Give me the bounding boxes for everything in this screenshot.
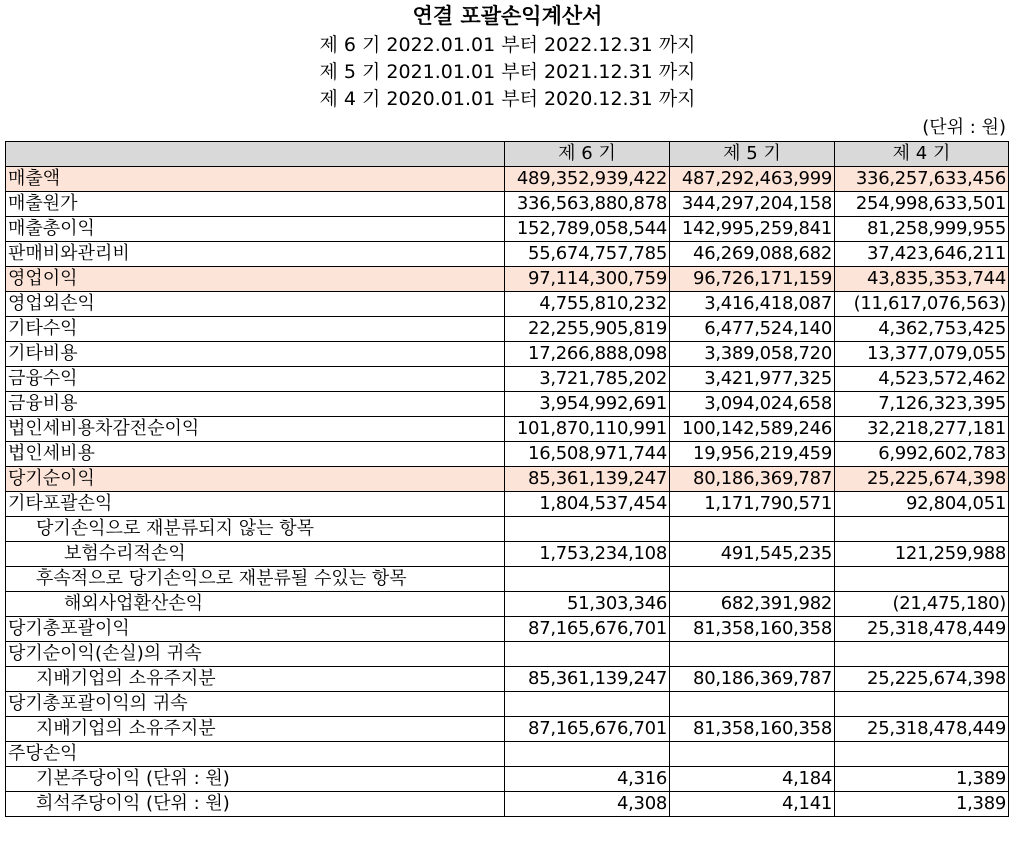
table-row (6, 592, 1009, 617)
value-cell: 97,114,300,759 (505, 267, 670, 292)
value-cell: 17,266,888,098 (505, 342, 670, 367)
value-cell: 32,218,277,181 (835, 417, 1009, 442)
row-label: 보험수리적손익 (6, 542, 505, 567)
column-header-5: 제 5 기 (670, 142, 835, 167)
period-line-5: 제 5 기 2021.01.01 부터 2021.12.31 까지 (319, 61, 696, 83)
table-row (6, 192, 1009, 217)
row-label: 지배기업의 소유주지분 (6, 667, 505, 692)
value-cell: 3,421,977,325 (670, 367, 835, 392)
row-label: 금융비용 (6, 392, 505, 417)
row-label: 법인세비용 (6, 442, 505, 467)
period-line-6: 제 6 기 2022.01.01 부터 2022.12.31 까지 (319, 34, 696, 56)
value-cell: 4,523,572,462 (835, 367, 1009, 392)
value-cell: 85,361,139,247 (505, 667, 670, 692)
row-label: 해외사업환산손익 (6, 592, 505, 617)
row-label: 금융수익 (6, 367, 505, 392)
value-cell: 4,316 (505, 767, 670, 792)
value-cell: 487,292,463,999 (670, 167, 835, 192)
row-label: 기본주당이익 (단위 : 원) (6, 767, 505, 792)
row-label: 주당손익 (6, 742, 505, 767)
value-cell: 25,318,478,449 (835, 617, 1009, 642)
row-label: 당기순이익 (6, 467, 505, 492)
value-cell: 80,186,369,787 (670, 667, 835, 692)
value-cell: 85,361,139,247 (505, 467, 670, 492)
row-label: 영업외손익 (6, 292, 505, 317)
value-cell (670, 517, 835, 542)
value-cell: 152,789,058,544 (505, 217, 670, 242)
row-label: 희석주당이익 (단위 : 원) (6, 792, 505, 817)
value-cell: 3,389,058,720 (670, 342, 835, 367)
table-row (6, 767, 1009, 792)
table-row (6, 317, 1009, 342)
statement-title: 연결 포괄손익계산서 (412, 4, 603, 28)
table-row (6, 342, 1009, 367)
table-row (6, 692, 1009, 717)
value-cell: 13,377,079,055 (835, 342, 1009, 367)
value-cell: 6,477,524,140 (670, 317, 835, 342)
value-cell: 1,804,537,454 (505, 492, 670, 517)
value-cell: 55,674,757,785 (505, 242, 670, 267)
value-cell: 4,362,753,425 (835, 317, 1009, 342)
table-row (6, 292, 1009, 317)
row-label: 당기손익으로 재분류되지 않는 항목 (6, 517, 505, 542)
table-row (6, 492, 1009, 517)
income-statement-table (5, 141, 1009, 817)
value-cell: 491,545,235 (670, 542, 835, 567)
value-cell: 25,225,674,398 (835, 667, 1009, 692)
value-cell: 336,563,880,878 (505, 192, 670, 217)
table-row (6, 217, 1009, 242)
table-row (6, 417, 1009, 442)
value-cell: 37,423,646,211 (835, 242, 1009, 267)
column-header-4: 제 4 기 (835, 142, 1009, 167)
table-row (6, 392, 1009, 417)
row-label: 당기총포괄이익 (6, 617, 505, 642)
value-cell: 7,126,323,395 (835, 392, 1009, 417)
row-label: 당기총포괄이익의 귀속 (6, 692, 505, 717)
value-cell: 43,835,353,744 (835, 267, 1009, 292)
table-row (6, 367, 1009, 392)
value-cell (835, 692, 1009, 717)
value-cell: 142,995,259,841 (670, 217, 835, 242)
table-row (6, 642, 1009, 667)
row-label: 당기순이익(손실)의 귀속 (6, 642, 505, 667)
table-row (6, 517, 1009, 542)
value-cell: 4,755,810,232 (505, 292, 670, 317)
header-row (6, 142, 1009, 167)
table-row (6, 442, 1009, 467)
table-row (6, 792, 1009, 817)
row-label: 지배기업의 소유주지분 (6, 717, 505, 742)
value-cell: 80,186,369,787 (670, 467, 835, 492)
value-cell: (21,475,180) (835, 592, 1009, 617)
value-cell (670, 742, 835, 767)
unit-label: (단위 : 원) (922, 117, 1006, 138)
value-cell: 4,141 (670, 792, 835, 817)
value-cell: 81,358,160,358 (670, 717, 835, 742)
value-cell: 4,308 (505, 792, 670, 817)
table-row (6, 167, 1009, 192)
value-cell: 100,142,589,246 (670, 417, 835, 442)
row-label: 기타포괄손익 (6, 492, 505, 517)
value-cell: 121,259,988 (835, 542, 1009, 567)
value-cell: 19,956,219,459 (670, 442, 835, 467)
table-row (6, 617, 1009, 642)
value-cell: 336,257,633,456 (835, 167, 1009, 192)
value-cell (505, 742, 670, 767)
value-cell: 1,171,790,571 (670, 492, 835, 517)
row-label: 후속적으로 당기손익으로 재분류될 수있는 항목 (6, 567, 505, 592)
value-cell (670, 567, 835, 592)
table-row (6, 242, 1009, 267)
row-label: 매출총이익 (6, 217, 505, 242)
value-cell (835, 742, 1009, 767)
value-cell (835, 517, 1009, 542)
table-row (6, 742, 1009, 767)
value-cell (505, 692, 670, 717)
value-cell: 1,389 (835, 792, 1009, 817)
row-label: 매출원가 (6, 192, 505, 217)
value-cell: 1,389 (835, 767, 1009, 792)
value-cell: 6,992,602,783 (835, 442, 1009, 467)
value-cell: 81,258,999,955 (835, 217, 1009, 242)
value-cell: (11,617,076,563) (835, 292, 1009, 317)
value-cell: 46,269,088,682 (670, 242, 835, 267)
value-cell: 3,721,785,202 (505, 367, 670, 392)
table-row (6, 542, 1009, 567)
row-label: 영업이익 (6, 267, 505, 292)
table-row (6, 717, 1009, 742)
value-cell: 16,508,971,744 (505, 442, 670, 467)
value-cell: 254,998,633,501 (835, 192, 1009, 217)
value-cell: 3,954,992,691 (505, 392, 670, 417)
row-label: 판매비와관리비 (6, 242, 505, 267)
value-cell (505, 642, 670, 667)
value-cell: 3,094,024,658 (670, 392, 835, 417)
value-cell (835, 567, 1009, 592)
table-row (6, 567, 1009, 592)
value-cell: 92,804,051 (835, 492, 1009, 517)
row-label: 기타수익 (6, 317, 505, 342)
header-corner (6, 142, 505, 167)
value-cell: 87,165,676,701 (505, 617, 670, 642)
table-row (6, 667, 1009, 692)
value-cell: 81,358,160,358 (670, 617, 835, 642)
value-cell: 51,303,346 (505, 592, 670, 617)
value-cell: 87,165,676,701 (505, 717, 670, 742)
value-cell: 22,255,905,819 (505, 317, 670, 342)
value-cell (670, 642, 835, 667)
row-label: 매출액 (6, 167, 505, 192)
value-cell: 3,416,418,087 (670, 292, 835, 317)
period-line-4: 제 4 기 2020.01.01 부터 2020.12.31 까지 (319, 88, 696, 110)
table-row (6, 467, 1009, 492)
value-cell: 1,753,234,108 (505, 542, 670, 567)
value-cell (505, 517, 670, 542)
value-cell: 489,352,939,422 (505, 167, 670, 192)
table-row (6, 267, 1009, 292)
value-cell: 344,297,204,158 (670, 192, 835, 217)
row-label: 기타비용 (6, 342, 505, 367)
row-label: 법인세비용차감전순이익 (6, 417, 505, 442)
column-header-6: 제 6 기 (505, 142, 670, 167)
value-cell (505, 567, 670, 592)
value-cell: 25,225,674,398 (835, 467, 1009, 492)
value-cell: 4,184 (670, 767, 835, 792)
value-cell: 101,870,110,991 (505, 417, 670, 442)
value-cell (835, 642, 1009, 667)
value-cell: 96,726,171,159 (670, 267, 835, 292)
value-cell: 682,391,982 (670, 592, 835, 617)
value-cell: 25,318,478,449 (835, 717, 1009, 742)
value-cell (670, 692, 835, 717)
